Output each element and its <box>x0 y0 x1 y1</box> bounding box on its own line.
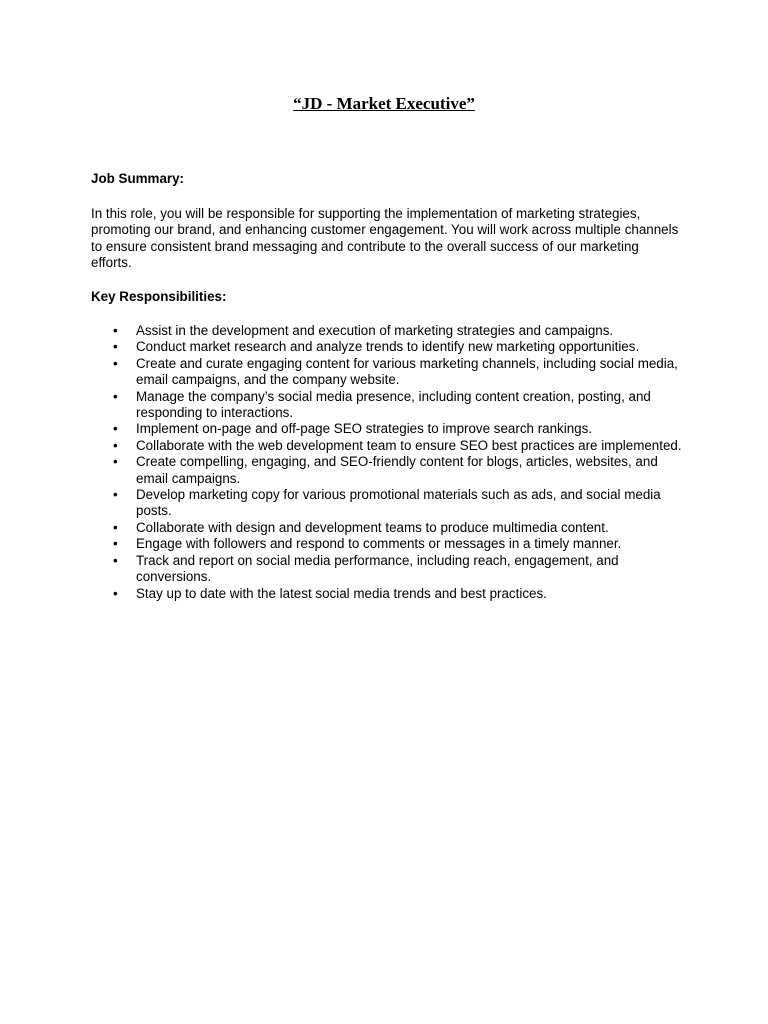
bullet-icon: • <box>113 421 118 437</box>
bullet-icon: • <box>113 355 118 371</box>
responsibility-text: Manage the company’s social media presence, including content creation, posting, and responding to interactions. <box>136 388 651 421</box>
responsibility-text: Stay up to date with the latest social media trends and best practices. <box>136 585 547 601</box>
bullet-icon: • <box>113 437 118 453</box>
responsibility-item <box>0 586 768 602</box>
responsibility-text: Engage with followers and respond to comments or messages in a timely manner. <box>136 536 622 552</box>
responsibility-text: Conduct market research and analyze trends to identify new marketing opportunities. <box>136 339 640 355</box>
responsibility-item <box>0 421 768 437</box>
responsibilities-list <box>0 323 768 602</box>
key-responsibilities-heading: Key Responsibilities: <box>91 289 227 304</box>
responsibility-text: Collaborate with the web development team to ensure SEO best practices are implemented. <box>136 437 682 453</box>
responsibility-text: Collaborate with design and development teams to produce multimedia content. <box>136 519 609 535</box>
bullet-icon: • <box>113 323 118 338</box>
job-summary-heading: Job Summary: <box>91 171 185 186</box>
bullet-icon: • <box>113 388 118 404</box>
responsibility-item <box>0 553 768 586</box>
document-title <box>0 93 768 115</box>
responsibility-text: Implement on-page and off-page SEO strategies to improve search rankings. <box>136 421 593 437</box>
document-title-text: “JD - Market Executive” <box>293 94 475 113</box>
responsibility-text: Create and curate engaging content for various marketing channels, including social media, email campaigns, and the company website. <box>136 355 678 388</box>
bullet-icon: • <box>113 487 118 503</box>
responsibility-text: Create compelling, engaging, and SEO-friendly content for blogs, articles, websites, and email campaigns. <box>136 454 658 486</box>
bullet-icon: • <box>113 454 118 470</box>
responsibility-item <box>0 438 768 454</box>
responsibility-text: Develop marketing copy for various promotional materials such as ads, and social media posts. <box>136 487 661 519</box>
bullet-icon: • <box>113 519 118 535</box>
responsibility-item <box>0 454 768 487</box>
responsibility-item <box>0 339 768 355</box>
responsibility-item <box>0 356 768 389</box>
bullet-icon: • <box>113 585 118 601</box>
job-summary-paragraph: In this role, you will be responsible for supporting the implementation of marketing strategies, promoting our brand, and enhancing customer engagement. You will work across multiple channels to ensure consistent brand messaging and contribute to the overall success of our marketing efforts. <box>91 206 679 271</box>
bullet-icon: • <box>113 552 118 568</box>
responsibility-item <box>0 487 768 520</box>
responsibility-text: Track and report on social media performance, including reach, engagement, and conversions. <box>136 552 619 585</box>
responsibility-item <box>0 389 768 422</box>
responsibility-item <box>0 323 768 339</box>
responsibility-item <box>0 520 768 536</box>
bullet-icon: • <box>113 339 118 355</box>
bullet-icon: • <box>113 536 118 552</box>
responsibility-item <box>0 536 768 552</box>
responsibility-text: Assist in the development and execution of marketing strategies and campaigns. <box>136 323 614 338</box>
